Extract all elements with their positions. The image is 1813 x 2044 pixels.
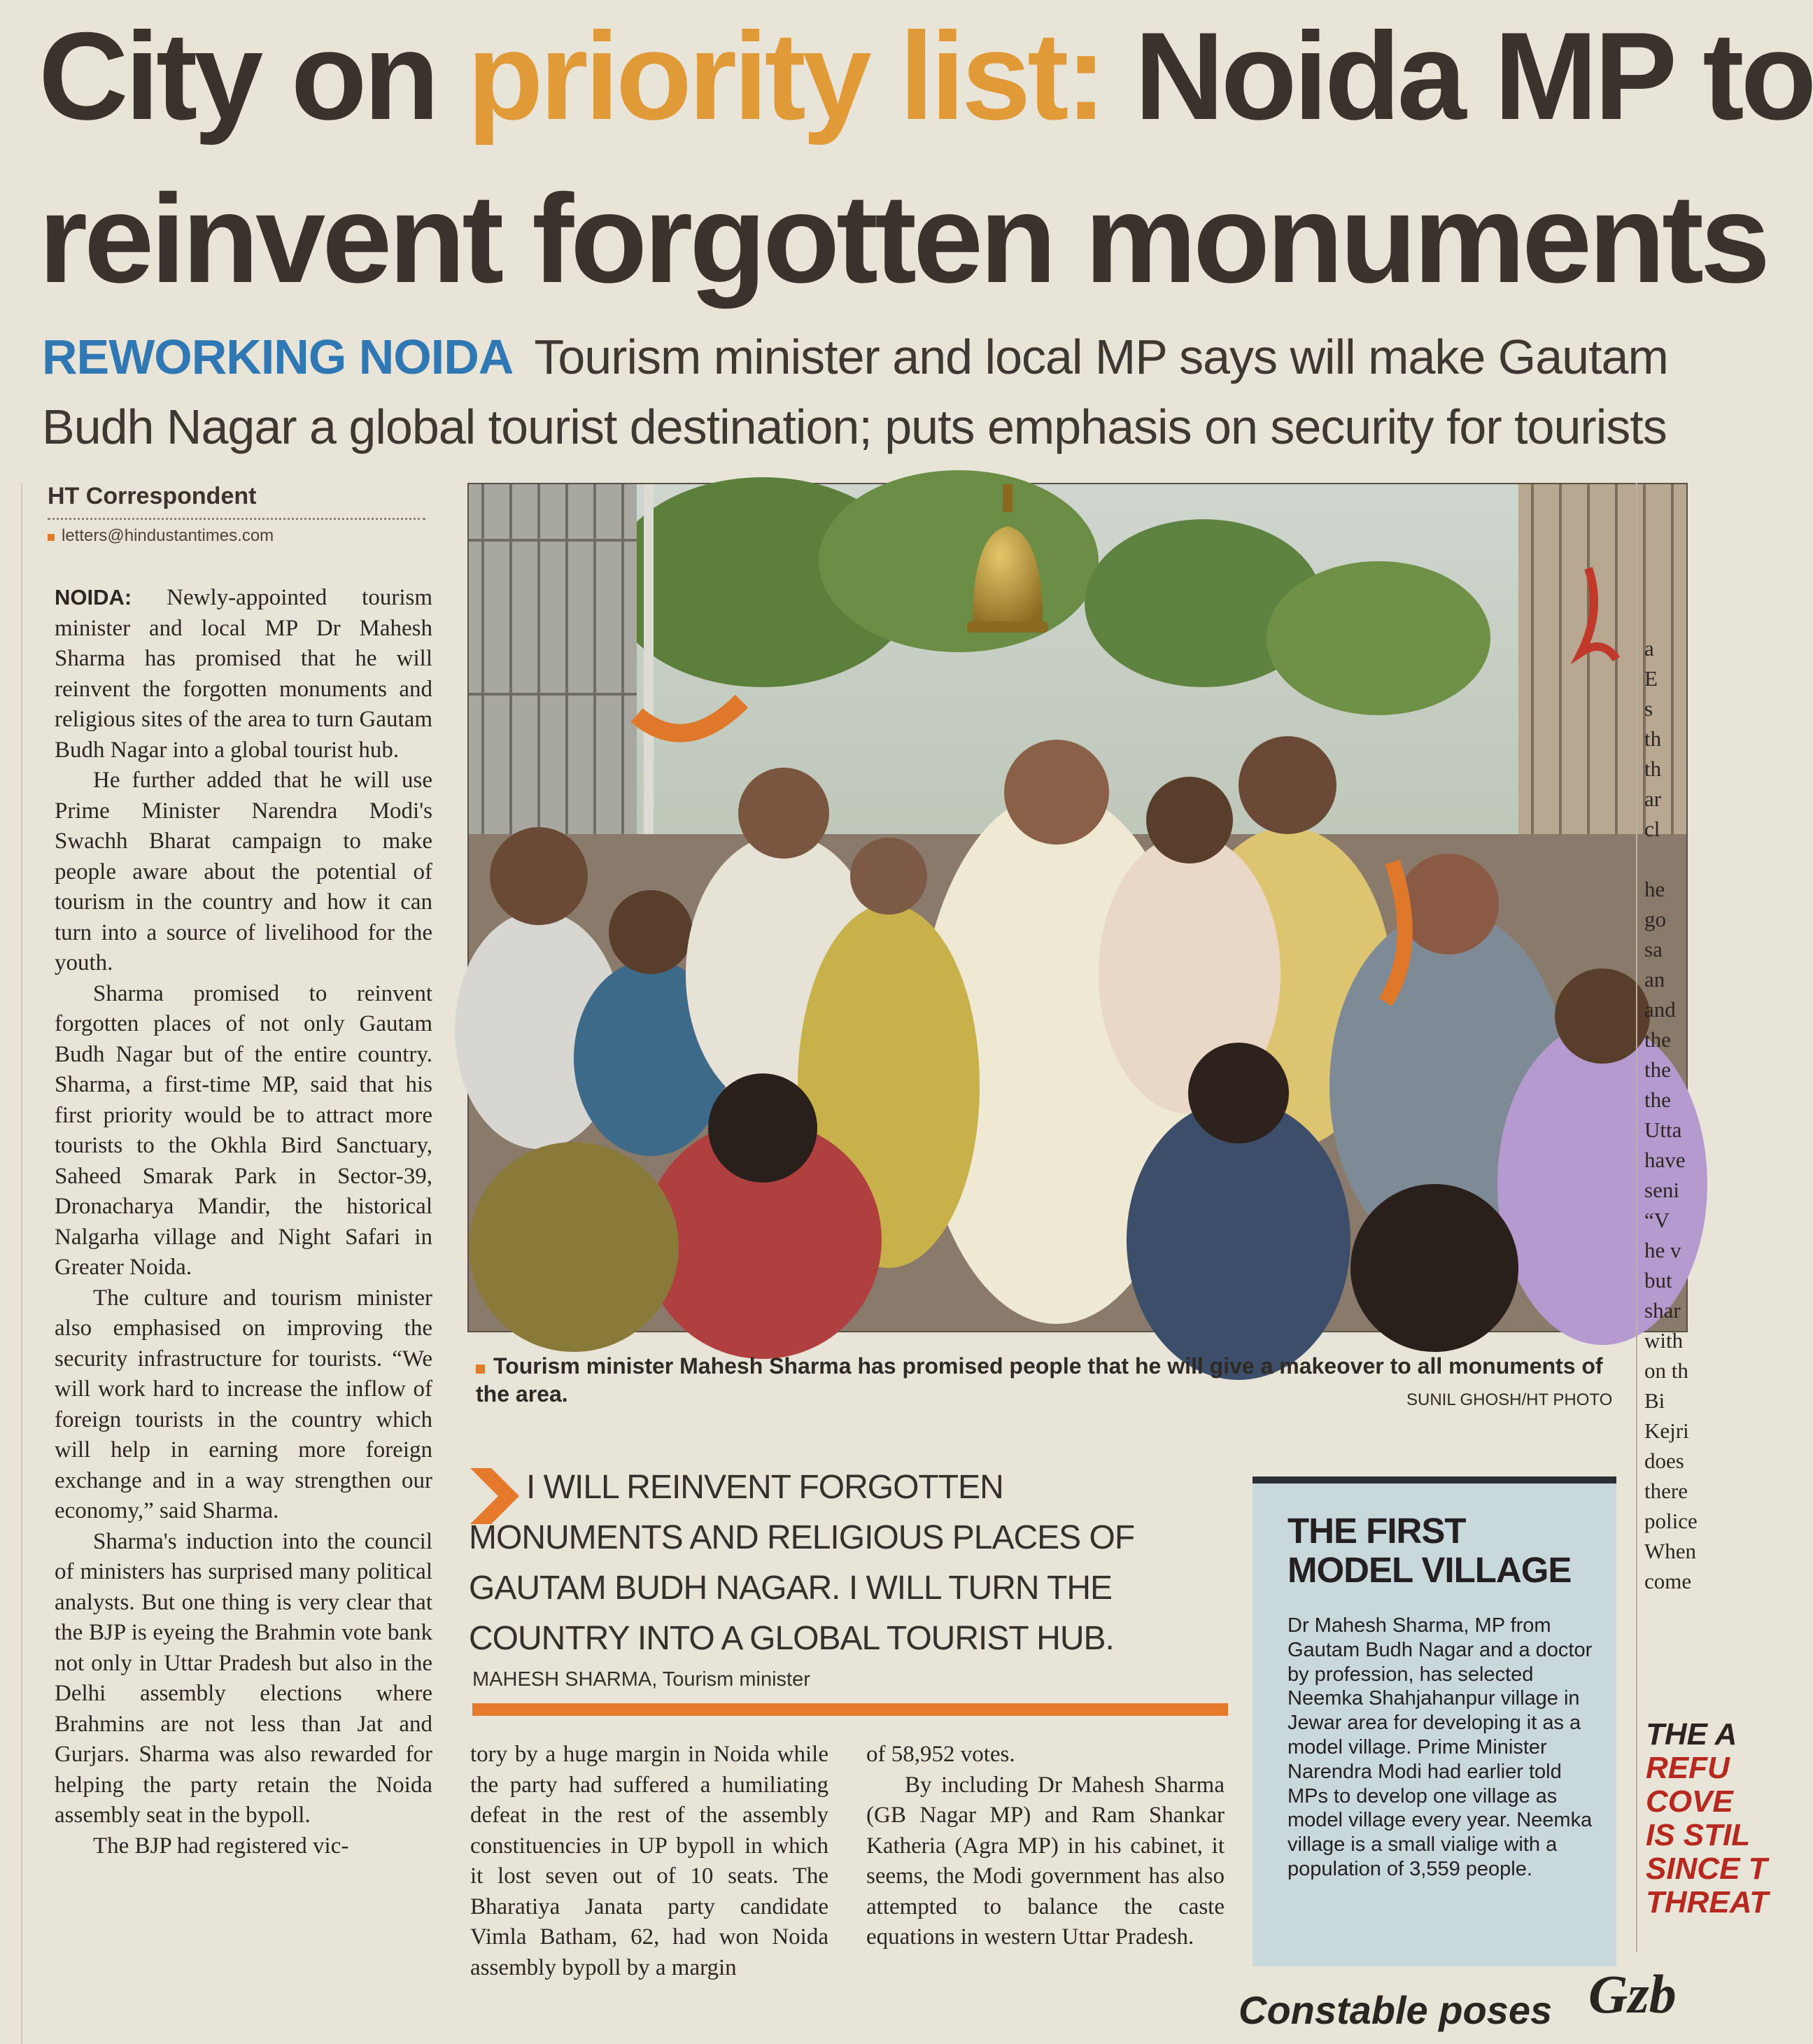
bullet-icon (48, 534, 55, 541)
fragment-line: THREAT (1646, 1885, 1769, 1919)
article-paragraph: The culture and tourism minister also emphasised on improving the security infrastructure for tourists. “We will work hard to increase the inflow of foreign tourists in the country which will help in earning more foreign exchange and in a way strengthen our economy,” said Sharma. (55, 1285, 432, 1523)
news-photo (467, 483, 1688, 1332)
article-column-3 (866, 1740, 1225, 1953)
fragment-line: cl (1644, 817, 1660, 841)
page-edge-rule (21, 483, 22, 2044)
fragment-line: E (1644, 666, 1658, 691)
fragment-line: go (1644, 907, 1666, 931)
fragment-line: he v (1644, 1238, 1681, 1262)
fragment-line: Bi (1644, 1388, 1665, 1413)
article-paragraph: Sharma's induction into the council of ministers has surprised many political analysts. But one thing is very clear that the BJP is eyeing the Brahmin vote bank not only in Uttar Pradesh but also in the Delhi assembly elections where Brahmins are not less than Jat and Gurjars. Sharma was also rewarded for helping the party retain the Noida assembly seat in the bypoll. (55, 1528, 432, 1828)
fragment-line: seni (1644, 1178, 1679, 1202)
fragment-line: an (1644, 967, 1665, 992)
byline-divider (48, 518, 425, 520)
fragment-line: ar (1644, 787, 1662, 811)
headline-accent: priority list: (467, 6, 1103, 146)
fragment-line: but (1644, 1268, 1672, 1292)
fragment-line: shar (1644, 1298, 1681, 1323)
column-divider (1636, 483, 1637, 1952)
fragment-line: s (1644, 696, 1653, 721)
article-paragraph: By including Dr Mahesh Sharma (GB Nagar MP) and Ram Shankar Katheria (Agra MP) in his cabinet, it seems, the Modi government has also attempted to balance the caste equations in western Uttar Pradesh. (866, 1772, 1225, 1950)
fragment-line: a (1644, 636, 1654, 661)
fragment-line: IS STIL (1646, 1818, 1751, 1852)
article-column-1 (55, 582, 432, 1861)
article-column-2 (470, 1740, 828, 1983)
article-paragraph: of 58,952 votes. (866, 1742, 1015, 1767)
pull-quote-divider (472, 1703, 1228, 1716)
fragment-line: When (1644, 1539, 1697, 1563)
deck-line-1: REWORKING NOIDA Tourism minister and local MP says will make Gautam (42, 330, 1668, 384)
fragment-line: th (1644, 756, 1662, 781)
fragment-line: on th (1644, 1358, 1688, 1383)
fragment-line: REFU (1646, 1751, 1730, 1785)
photo-caption: Tourism minister Mahesh Sharma has promised people that he will give a makeover to all monuments of the area. (476, 1353, 1603, 1407)
fragment-line: he (1644, 877, 1665, 901)
pull-quote: I WILL REINVENT FORGOTTEN MONUMENTS AND RELIGIOUS PLACES OF GAUTAM BUDH NAGAR. I WILL TURN THE COUNTRY INTO A GLOBAL TOURIST HUB. (469, 1469, 1135, 1657)
headline-line-1: City on priority list: Noida MP to (38, 6, 1813, 146)
teaser-headline: Constable poses (1239, 1988, 1553, 2032)
bullet-icon (476, 1365, 485, 1374)
fragment-line: “V (1644, 1208, 1670, 1232)
photo-credit: SUNIL GHOSH/HT PHOTO (1406, 1390, 1613, 1409)
sidebar-title: THE FIRST MODEL VILLAGE (1288, 1511, 1572, 1590)
article-paragraph: He further added that he will use Prime Minister Narendra Modi's Swachh Bharat campaign to make people aware about the potential of tourism in the country and how it can turn into a source of livelihood for the youth. (55, 768, 432, 975)
adjacent-headline-fragment (1646, 1717, 1769, 1919)
deck-line-2: Budh Nagar a global tourist destination; puts emphasis on security for tourists (42, 400, 1667, 454)
fragment-line: the (1644, 1087, 1671, 1112)
fragment-line: with (1644, 1328, 1684, 1353)
fragment-line: Utta (1644, 1118, 1682, 1142)
article-paragraph: The BJP had registered vic- (93, 1833, 349, 1859)
fragment-line: THE A (1646, 1717, 1737, 1752)
byline-author: HT Correspondent (48, 483, 257, 509)
teaser-headline: Gzb (1588, 1964, 1677, 2024)
fragment-line: does (1644, 1449, 1684, 1473)
fragment-line: the (1644, 1027, 1671, 1052)
sidebar-body: Dr Mahesh Sharma, MP from Gautam Budh Nagar and a doctor by profession, has selected Neemka Shahjahanpur village in Jewar area for developing it as a model village. Prime Minister Narendra Modi had earlier told MPs to develop one village as model village every year. Neemka village is a small vialige with a population of 3,559 people. (1288, 1614, 1593, 1880)
fragment-line: Kejri (1644, 1418, 1689, 1443)
dateline: NOIDA: (55, 585, 132, 609)
fragment-line: SINCE T (1646, 1852, 1768, 1886)
fragment-line: there (1644, 1479, 1688, 1503)
kicker-label: REWORKING NOIDA (42, 330, 514, 384)
fragment-line: COVE (1646, 1784, 1733, 1819)
article-paragraph: Sharma promised to reinvent forgotten places of not only Gautam Budh Nagar but of the entire country. Sharma, a first-time MP, said that his first priority would be to attract more tourists to the Okhla Bird Sanctuary, Saheed Smarak Park in Sector-39, Dronacharya Mandir, the historical Nalgarha village and Night Safari in Greater Noida. (55, 980, 432, 1280)
pull-quote-attribution: MAHESH SHARMA, Tourism minister (472, 1668, 810, 1691)
fragment-line: have (1644, 1148, 1686, 1172)
fragment-line: the (1644, 1057, 1671, 1082)
fragment-line: th (1644, 726, 1662, 751)
fragment-line: sa (1644, 937, 1663, 961)
byline-email: letters@hindustantimes.com (48, 526, 274, 546)
fragment-line: come (1644, 1569, 1692, 1593)
fragment-line: police (1644, 1509, 1698, 1533)
article-paragraph: tory by a huge margin in Noida while the party had suffered a humiliating defeat in the rest of the assembly constituencies in UP bypoll in which it lost seven out of 10 seats. The Bharatiya Janata party candidate Vimla Batham, 62, had won Noida assembly bypoll by a margin (470, 1742, 828, 1980)
article-paragraph: NOIDA: Newly-appointed tourism minister and local MP Dr Mahesh Sharma has promised that he will reinvent the forgotten monuments and religious sites of the area to turn Gautam Budh Nagar into a global tourist hub. (55, 585, 432, 763)
sidebar-box (1253, 1476, 1616, 1966)
headline-line-2: reinvent forgotten monuments (38, 169, 1768, 309)
fragment-line: and (1644, 997, 1676, 1022)
